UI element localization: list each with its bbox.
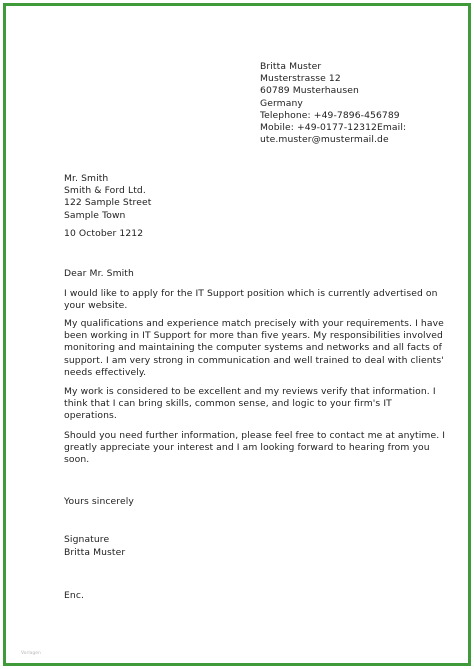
salutation: Dear Mr. Smith	[64, 268, 134, 279]
body-paragraph	[64, 386, 436, 423]
paragraph-line: monitoring and maintaining the computer systems and networks and all facts of	[64, 342, 442, 354]
closing: Yours sincerely	[64, 496, 134, 507]
paragraph-line: your website.	[64, 300, 128, 312]
sender-email: ute.muster@mustermail.de	[260, 134, 389, 146]
recipient-address-block	[64, 173, 151, 222]
document-frame	[3, 3, 471, 666]
paragraph-line: Should you need further information, please feel free to contact me at anytime. I	[64, 430, 446, 441]
recipient-street: 122 Sample Street	[64, 197, 152, 209]
paragraph-line: been working in IT Support for more than five years. My responsibilities involved	[64, 330, 443, 342]
body-paragraph	[64, 430, 445, 467]
signature-name: Britta Muster	[64, 547, 126, 558]
paragraph-line: needs effectively.	[64, 366, 147, 378]
paragraph-line: I would like to apply for the IT Support position which is currently advertised on	[64, 288, 438, 299]
paragraph-line: My work is considered to be excellent and my reviews verify that information. I	[64, 386, 436, 397]
recipient-company: Smith & Ford Ltd.	[64, 185, 146, 197]
sender-mobile: Mobile: +49-0177-12312Email:	[260, 122, 407, 134]
paragraph-line: support. I am very strong in communication and well trained to deal with clients'	[64, 354, 444, 366]
recipient-name: Mr. Smith	[64, 173, 109, 184]
watermark-text: Vorlagen	[21, 651, 41, 656]
paragraph-line: greatly appreciate your interest and I am looking forward to hearing from you	[64, 442, 430, 454]
sender-name: Britta Muster	[260, 61, 322, 72]
body-paragraph	[64, 288, 438, 312]
sender-country: Germany	[260, 97, 303, 109]
recipient-town: Sample Town	[64, 209, 126, 221]
sender-telephone: Telephone: +49-7896-456789	[260, 109, 400, 121]
body-paragraph	[64, 318, 444, 379]
paragraph-line: soon.	[64, 454, 90, 466]
letter-date: 10 October 1212	[64, 228, 144, 239]
sender-street: Musterstrasse 12	[260, 73, 341, 85]
paragraph-line: operations.	[64, 410, 117, 422]
signature-label: Signature	[64, 534, 110, 545]
enclosure: Enc.	[64, 590, 84, 601]
sender-city: 60789 Musterhausen	[260, 85, 359, 97]
sender-address-block	[260, 61, 406, 146]
paragraph-line: My qualifications and experience match precisely with your requirements. I have	[64, 318, 444, 329]
paragraph-line: think that I can bring skills, common sense, and logic to your firm's IT	[64, 398, 392, 410]
